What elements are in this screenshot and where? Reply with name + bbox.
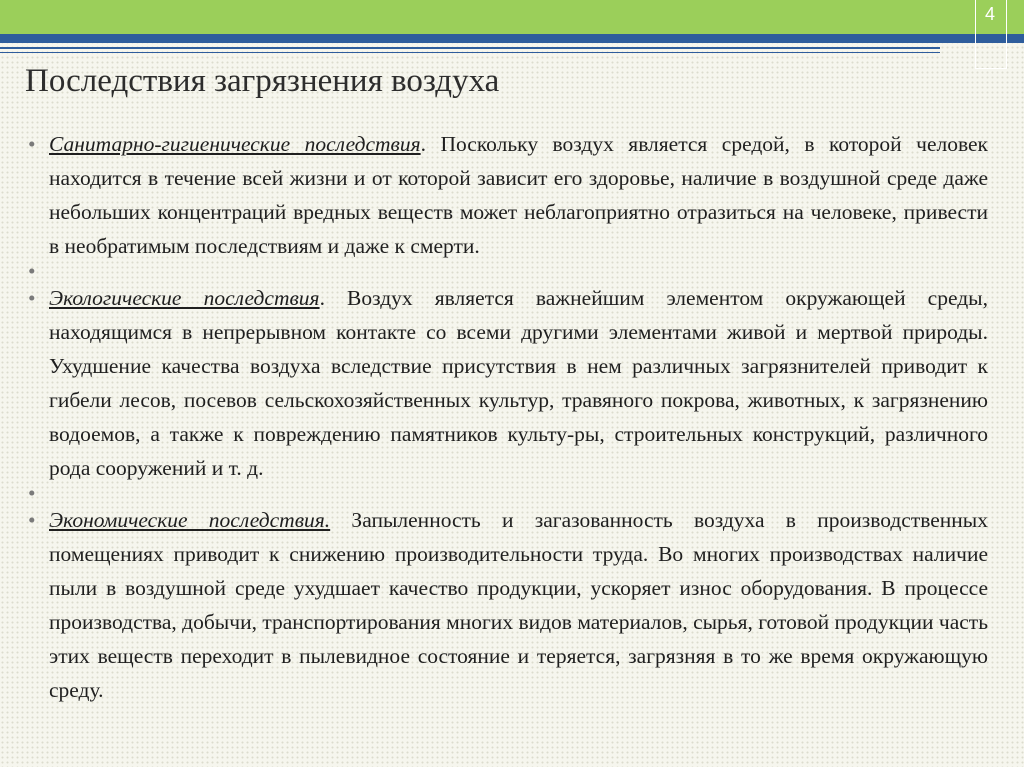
slide-title: Последствия загрязнения воздуха [25,63,500,99]
bullet-text: Запыленность и загазованность воздуха в производственных помещениях приводит к снижению производительности труда. Во многих производствах наличие пыли в воздушной среде ухудшает качество продукции, ускоряет износ оборудования. В процессе производства, добычи, транспортирования многих видов материалов, сырья, готовой продукции часть этих веществ переходит в пылевидное состояние и теряется, загрязняя в то же время окружающую среду. [49,508,989,702]
header-band [0,0,1024,34]
bullet-economic [28,503,988,707]
bullet-sanitary [28,127,988,263]
bullet-term: Экономические последствия. [49,508,331,532]
slide-number: 4 [984,4,995,24]
bullet-ecological [28,281,988,485]
empty-bullet [28,263,988,281]
header-stripe [0,34,1024,43]
empty-bullet [28,485,988,503]
bullet-term: Экологические последствия [49,286,320,310]
bullet-text: . Поскольку воздух является средой, в которой человек находится в течение всей жизни и от которой зависит его здоровье, наличие в воздушной среде даже небольших концентраций вредных веществ может неблагоприятно отразиться на человеке, привести в необратимым последствиям и даже к смерти. [49,132,988,258]
bullet-text: . Воздух является важнейшим элементом окружающей среды, находящимся в непрерывном контакте со всеми другими элементами живой и мертвой природы. Ухудшение качества воздуха вследствие присутствия в нем различных загрязнителей приводит к гибели лесов, посевов сельскохозяйственных культур, травяного покрова, животных, к загрязнению водоемов, а также к повреждению памятников культу-ры, строительных конструкций, различного рода сооружений и т. д. [49,286,988,480]
header-line [0,47,940,49]
slide-content [28,127,988,707]
bullet-term: Санитарно-гигиенические последствия [49,132,421,156]
header-line-thin [0,52,940,53]
